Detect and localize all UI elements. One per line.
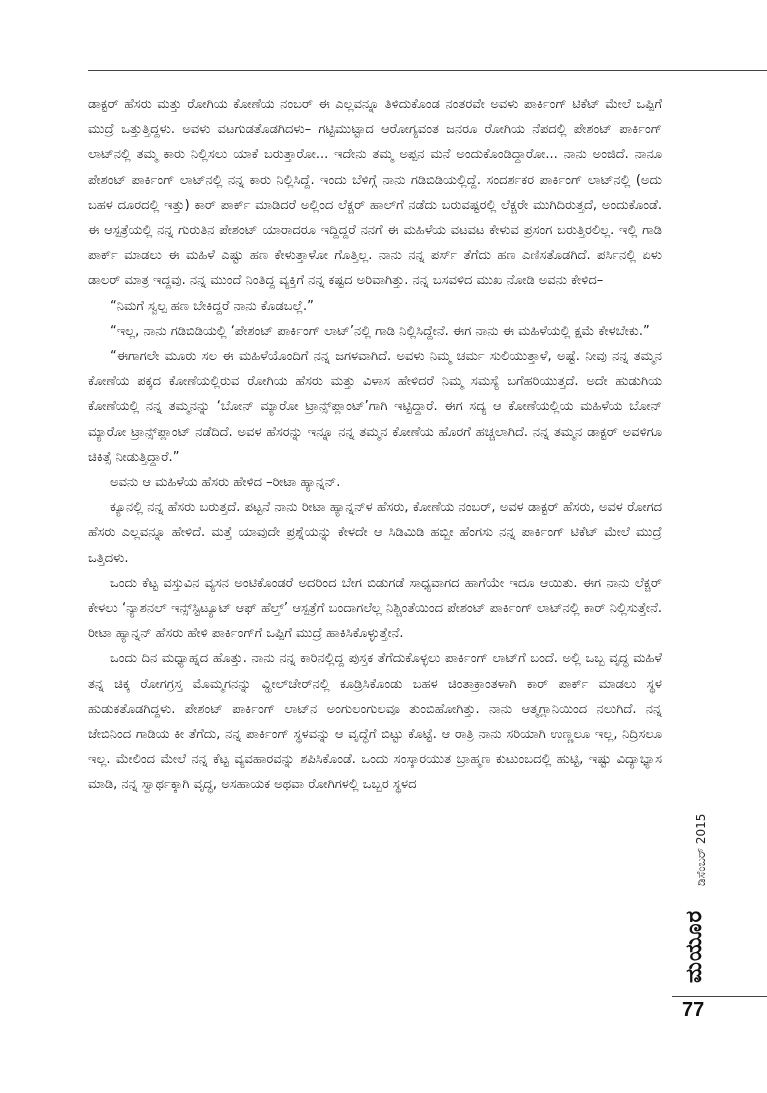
- footer-divider: [672, 996, 767, 997]
- magazine-logo: ಮಯೂರ: [681, 909, 707, 983]
- paragraph: “ನಿಮಗೆ ಸ್ವಲ್ಪ ಹಣ ಬೇಕಿದ್ದರೆ ನಾನು ಕೊಡಬಲ್ಲೆ.”: [110, 298, 314, 314]
- article-body: [88, 92, 662, 798]
- magazine-side-strip: [678, 808, 726, 983]
- paragraph: ಅವನು ಆ ಮಹಿಳೆಯ ಹೆಸರು ಹೇಳಿದ –ರೀಟಾ ಹ್ಯಾನ್ನನ್.: [110, 475, 341, 491]
- page-number: 77: [682, 999, 705, 1021]
- paragraph: ಒಂದು ಕೆಟ್ಟ ವಸ್ತುವಿನ ವ್ಯಸನ ಅಂಟಿಕೊಂಡರೆ ಅದರಿಂದ ಬೇಗ ಬಿಡುಗಡೆ ಸಾಧ್ಯವಾಗದ ಹಾಗೆಯೇ ಇದೂ ಆಯಿತು. ಈಗ ನಾನು ಲೆಕ್ಚರ್ ಕೇಳಲು ‘ನ್ಯಾಶನಲ್ ಇನ್ಸ್‌ಸ್ಟಿಟ್ಯೂಟ್ ಆಫ್ ಹೆಲ್ತ್’ ಆಸ್ಪತ್ರೆಗೆ ಬಂದಾಗಲೆಲ್ಲ ನಿಶ್ಚಿಂತೆಯಿಂದ ಪೇಶಂಟ್ ಪಾರ್ಕಿಂಗ್ ಲಾಟ್‌ನಲ್ಲಿ ಕಾರ್ ನಿಲ್ಲಿಸುತ್ತೇನೆ. ರೀಟಾ ಹ್ಯಾನ್ನನ್ ಹೆಸರು ಹೇಳಿ ಪಾರ್ಕಿಂಗ್‌ಗೆ ಒಪ್ಪಿಗೆ ಮುದ್ರೆ ಹಾಕಿಸಿಕೊಳ್ಳುತ್ತೇನೆ.: [88, 575, 662, 642]
- paragraph: ಡಾಕ್ಟರ್ ಹೆಸರು ಮತ್ತು ರೋಗಿಯ ಕೋಣೆಯ ನಂಬರ್ ಈ ಎಲ್ಲವನ್ನೂ ತಿಳಿದುಕೊಂಡ ನಂತರವೇ ಅವಳು ಪಾರ್ಕಿಂಗ್ ಟಿಕೆಟ್ ಮೇಲೆ ಒಪ್ಪಿಗೆ ಮುದ್ರೆ ಒತ್ತುತ್ತಿದ್ದಳು. ಅವಳು ವಟಗುಡತೊಡಗಿದಳು– ಗಟ್ಟಿಮುಟ್ಟಾದ ಆರೋಗ್ಯವಂತ ಜನರೂ ರೋಗಿಯ ನೆಪದಲ್ಲಿ ಪೇಶಂಟ್ ಪಾರ್ಕಿಂಗ್ ಲಾಟ್‌ನಲ್ಲಿ ತಮ್ಮ ಕಾರು ನಿಲ್ಲಿಸಲು ಯಾಕೆ ಬರುತ್ತಾರೋ... ಇದೇನು ತಮ್ಮ ಅಪ್ಪನ ಮನೆ ಅಂದುಕೊಂಡಿದ್ದಾರೋ... ನಾನು ಅಂಜಿದೆ. ನಾನೂ ಪೇಶಂಟ್ ಪಾರ್ಕಿಂಗ್ ಲಾಟ್‌ನಲ್ಲಿ ನನ್ನ ಕಾರು ನಿಲ್ಲಿಸಿದ್ದೆ. ಇಂದು ಬೆಳಿಗ್ಗೆ ನಾನು ಗಡಿಬಿಡಿಯಲ್ಲಿದ್ದೆ. ಸಂದರ್ಶಕರ ಪಾರ್ಕಿಂಗ್ ಲಾಟ್‌ನಲ್ಲಿ (ಅದು ಬಹಳ ದೂರದಲ್ಲಿ ಇತ್ತು) ಕಾರ್ ಪಾರ್ಕ್ ಮಾಡಿದರೆ ಅಲ್ಲಿಂದ ಲೆಕ್ಚರ್ ಹಾಲ್‌ಗೆ ನಡೆದು ಬರುವಷ್ಟರಲ್ಲಿ ಲೆಕ್ಚರೇ ಮುಗಿದಿರುತ್ತದೆ, ಅಂದುಕೊಂಡೆ. ಈ ಆಸ್ಪತ್ರೆಯಲ್ಲಿ ನನ್ನ ಗುರುತಿನ ಪೇಶಂಟ್ ಯಾರಾದರೂ ಇದ್ದಿದ್ದರೆ ನನಗೆ ಈ ಮಹಿಳೆಯ ವಟವಟ ಕೇಳುವ ಪ್ರಸಂಗ ಬರುತ್ತಿರಲಿಲ್ಲ. ಇಲ್ಲಿ ಗಾಡಿ ಪಾರ್ಕ್ ಮಾಡಲು ಈ ಮಹಿಳೆ ಎಷ್ಟು ಹಣ ಕೇಳುತ್ತಾಳೋ ಗೊತ್ತಿಲ್ಲ. ನಾನು ನನ್ನ ಪರ್ಸ್ ತೆಗೆದು ಹಣ ಎಣಿಸತೊಡಗಿದೆ. ಪರ್ಸಿನಲ್ಲಿ ಏಳು ಡಾಲರ್ ಮಾತ್ರ ಇದ್ದವು. ನನ್ನ ಮುಂದೆ ನಿಂತಿದ್ದ ವ್ಯಕ್ತಿಗೆ ನನ್ನ ಕಷ್ಟದ ಅರಿವಾಗಿತ್ತು. ನನ್ನ ಬಸವಳಿದ ಮುಖ ನೋಡಿ ಅವನು ಕೇಳಿದ–: [88, 97, 662, 289]
- paragraph: ಕ್ಯೂನಲ್ಲಿ ನನ್ನ ಹೆಸರು ಬರುತ್ತದೆ. ಪಟ್ಟನೆ ನಾನು ರೀಟಾ ಹ್ಯಾನ್ನನ್‌ಳ ಹೆಸರು, ಕೋಣೆಯ ನಂಬರ್, ಅವಳ ಡಾಕ್ಟರ್ ಹೆಸರು, ಅವಳ ರೋಗದ ಹೆಸರು ಎಲ್ಲವನ್ನೂ ಹೇಳಿದೆ. ಮತ್ತೆ ಯಾವುದೇ ಪ್ರಶ್ನೆಯನ್ನು ಕೇಳದೇ ಆ ಸಿಡಿಮಿಡಿ ಹಬ್ಬೀ ಹೆಂಗಸು ನನ್ನ ಪಾರ್ಕಿಂಗ್ ಟಿಕೆಟ್ ಮೇಲೆ ಮುದ್ರೆ ಒತ್ತಿದಳು.: [88, 500, 662, 566]
- top-divider: [88, 70, 767, 71]
- paragraph: ಒಂದು ದಿನ ಮಧ್ಯಾಹ್ನದ ಹೊತ್ತು. ನಾನು ನನ್ನ ಕಾರಿನಲ್ಲಿದ್ದ ಪುಸ್ತಕ ತೆಗೆದುಕೊಳ್ಳಲು ಪಾರ್ಕಿಂಗ್ ಲಾಟ್‌ಗೆ ಬಂದೆ. ಅಲ್ಲಿ ಒಬ್ಬ ವೃದ್ಧ ಮಹಿಳೆ ತನ್ನ ಚಿಕ್ಕ ರೋಗಗ್ರಸ್ತ ಮೊಮ್ಮಗನನ್ನು ವ್ಹೀಲ್‌ಚೇರ್‌ನಲ್ಲಿ ಕೂಡ್ರಿಸಿಕೊಂಡು ಬಹಳ ಚಿಂತಾಕ್ರಾಂತಳಾಗಿ ಕಾರ್ ಪಾರ್ಕ್ ಮಾಡಲು ಸ್ಥಳ ಹುಡುಕತೊಡಗಿದ್ದಳು. ಪೇಶಂಟ್ ಪಾರ್ಕಿಂಗ್ ಲಾಟ್‌ನ ಅಂಗುಲಂಗುಲವೂ ತುಂಬಿಹೋಗಿತ್ತು. ನಾನು ಆತ್ಮಗ್ಲಾನಿಯಿಂದ ನಲುಗಿದೆ. ನನ್ನ ಜೇಬಿನಿಂದ ಗಾಡಿಯ ಕೀ ತೆಗೆದು, ನನ್ನ ಪಾರ್ಕಿಂಗ್ ಸ್ಥಳವನ್ನು ಆ ವೃದ್ಧೆಗೆ ಬಿಟ್ಟು ಕೊಟ್ಟೆ. ಆ ರಾತ್ರಿ ನಾನು ಸರಿಯಾಗಿ ಉಣ್ಣಲೂ ಇಲ್ಲ, ನಿದ್ರಿಸಲೂ ಇಲ್ಲ. ಮೇಲಿಂದ ಮೇಲೆ ನನ್ನ ಕೆಟ್ಟ ವ್ಯವಹಾರವನ್ನು ಶಪಿಸಿಕೊಂಡೆ. ಒಂದು ಸಂಸ್ಕಾರಯುತ ಬ್ರಾಹ್ಮಣ ಕುಟುಂಬದಲ್ಲಿ ಹುಟ್ಟಿ, ಇಷ್ಟು ವಿದ್ಯಾಭ್ಯಾಸ ಮಾಡಿ, ನನ್ನ ಸ್ವಾರ್ಥಕ್ಕಾಗಿ ವೃದ್ಧ, ಅಸಹಾಯಕ ಅಥವಾ ರೋಗಿಗಳಲ್ಲಿ ಒಬ್ಬರ ಸ್ಥಳದ: [88, 651, 662, 793]
- paragraph: “ಇಲ್ಲ, ನಾನು ಗಡಿಬಿಡಿಯಲ್ಲಿ ‘ಪೇಶಂಟ್ ಪಾರ್ಕಿಂಗ್ ಲಾಟ್’ನಲ್ಲಿ ಗಾಡಿ ನಿಲ್ಲಿಸಿದ್ದೇನೆ. ಈಗ ನಾನು ಈ ಮಹಿಳೆಯಲ್ಲಿ ಕ್ಷಮೆ ಕೇಳಬೇಕು.”: [110, 323, 650, 339]
- paragraph: “ಈಗಾಗಲೇ ಮೂರು ಸಲ ಈ ಮಹಿಳೆಯೊಂದಿಗೆ ನನ್ನ ಜಗಳವಾಗಿದೆ. ಅವಳು ನಿಮ್ಮ ಚರ್ಮ ಸುಲಿಯುತ್ತಾಳೆ, ಅಷ್ಟೆ. ನೀವು ನನ್ನ ತಮ್ಮನ ಕೋಣೆಯ ಪಕ್ಕದ ಕೋಣೆಯಲ್ಲಿರುವ ರೋಗಿಯ ಹೆಸರು ಮತ್ತು ವಿಳಾಸ ಹೇಳಿದರೆ ನಿಮ್ಮ ಸಮಸ್ಯೆ ಬಗೆಹರಿಯುತ್ತದೆ. ಅದೇ ಹುಡುಗಿಯ ಕೋಣೆಯಲ್ಲಿ ನನ್ನ ತಮ್ಮನನ್ನು ‘ಬೋನ್ ಮ್ಯಾರೋ ಟ್ರಾನ್ಸ್‌ಪ್ಲಾಂಟ್’ಗಾಗಿ ಇಟ್ಟಿದ್ದಾರೆ. ಈಗ ಸದ್ಯ ಆ ಕೋಣೆಯಲ್ಲಿಯ ಮಹಿಳೆಯ ಬೋನ್ ಮ್ಯಾರೋ ಟ್ರಾನ್ಸ್‌ಪ್ಲಾಂಟ್ ನಡೆದಿದೆ. ಅವಳ ಹೆಸರನ್ನು ಇನ್ನೂ ನನ್ನ ತಮ್ಮನ ಕೋಣೆಯ ಹೊರಗೆ ಹಚ್ಚಲಾಗಿದೆ. ನನ್ನ ತಮ್ಮನ ಡಾಕ್ಟರ್ ಅವಳಿಗೂ ಚಿಕಿತ್ಸೆ ನೀಡುತ್ತಿದ್ದಾರೆ.”: [88, 349, 662, 465]
- issue-date: ಡಿಸೆಂಬರ್ 2015: [694, 813, 708, 886]
